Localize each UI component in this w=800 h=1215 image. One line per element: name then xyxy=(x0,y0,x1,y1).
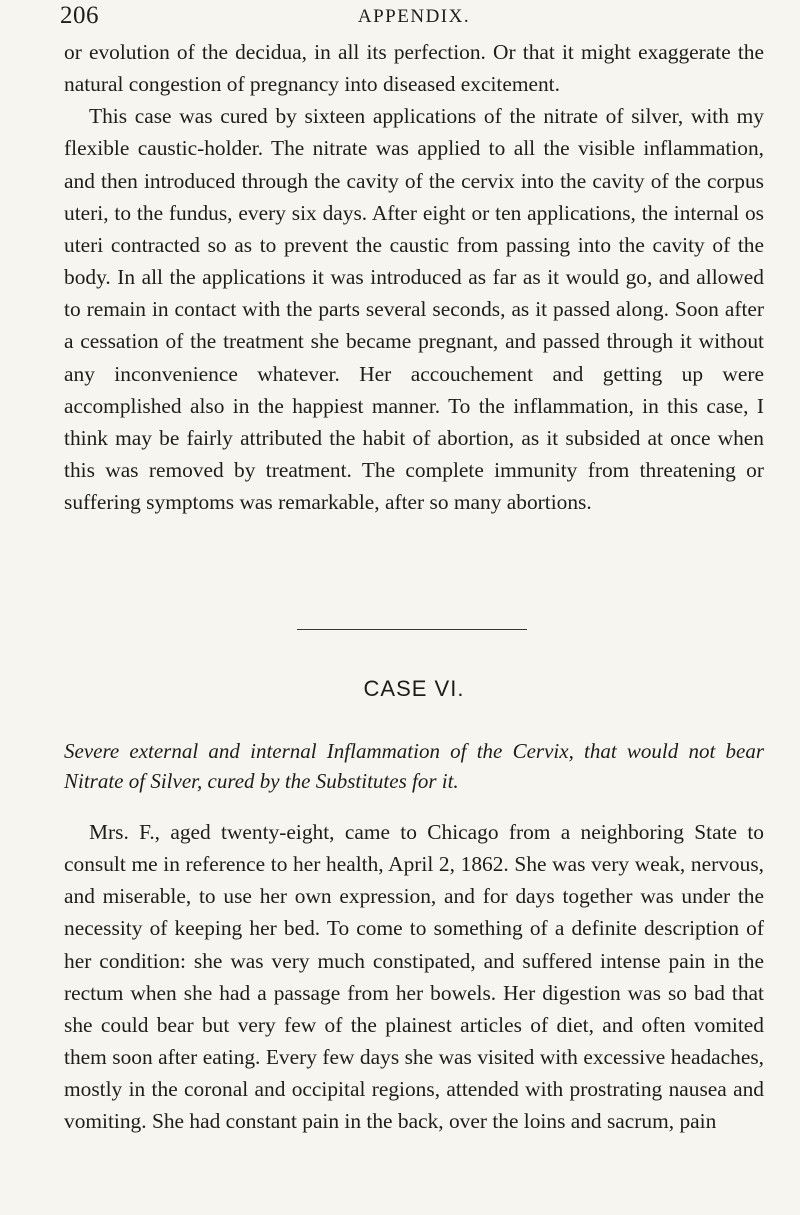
paragraph-continued: or evolution of the decidua, in all its perfection. Or that it might exaggerate the natural congestion of pregnancy into diseased excitement. xyxy=(64,40,764,97)
page-header xyxy=(60,2,764,32)
running-head: APPENDIX. xyxy=(357,6,471,27)
section-divider xyxy=(297,629,527,630)
book-page xyxy=(60,0,764,1134)
page-number: 206 xyxy=(60,2,99,29)
case-heading: CASE VI. xyxy=(363,676,465,701)
paragraph-case-history: Mrs. F., aged twenty-eight, came to Chicago from a neighboring State to consult me in reference to her health, April 2, 1862. She was very weak, nervous, and miserable, to use her own expression, and for days together was under the necessity of keeping her bed. To come to something of a definite description of her condition: she was very much constipated, and suffered intense pain in the rectum when she had a passage from her bowels. Her digestion was so bad that she could bear but very few of the plainest articles of diet, and often vomited them soon after eating. Every few days she was visited with excessive headaches, mostly in the coronal and occipital regions, attended with prostrating nausea and vomiting. She had constant pain in the back, over the loins and sacrum, pain xyxy=(64,820,764,1134)
case-text-block xyxy=(64,816,764,1138)
case-subtitle: Severe external and internal Inflammation of the Cervix, that would not bear Nitrate of Silver, cured by the Substitutes for it. xyxy=(64,739,764,793)
paragraph-case-cure: This case was cured by sixteen applications of the nitrate of silver, with my flexible caustic-holder. The nitrate was applied to all the visible inflammation, and then introduced through the cavity of the cervix into the cavity of the corpus uteri, to the fundus, every six days. After eight or ten applications, the internal os uteri contracted so as to prevent the caustic from passing into the cavity of the body. In all the applications it was introduced as far as it would go, and allowed to remain in contact with the parts several seconds, as it passed along. Soon after a cessation of the treatment she became pregnant, and passed through it without any inconvenience whatever. Her accouchement and getting up were accomplished also in the happiest manner. To the inflammation, in this case, I think may be fairly attributed the habit of abortion, as it subsided at once when this was removed by treatment. The complete immunity from threatening or suffering symptoms was remarkable, after so many abortions. xyxy=(64,104,764,515)
opening-text-block xyxy=(64,36,764,518)
